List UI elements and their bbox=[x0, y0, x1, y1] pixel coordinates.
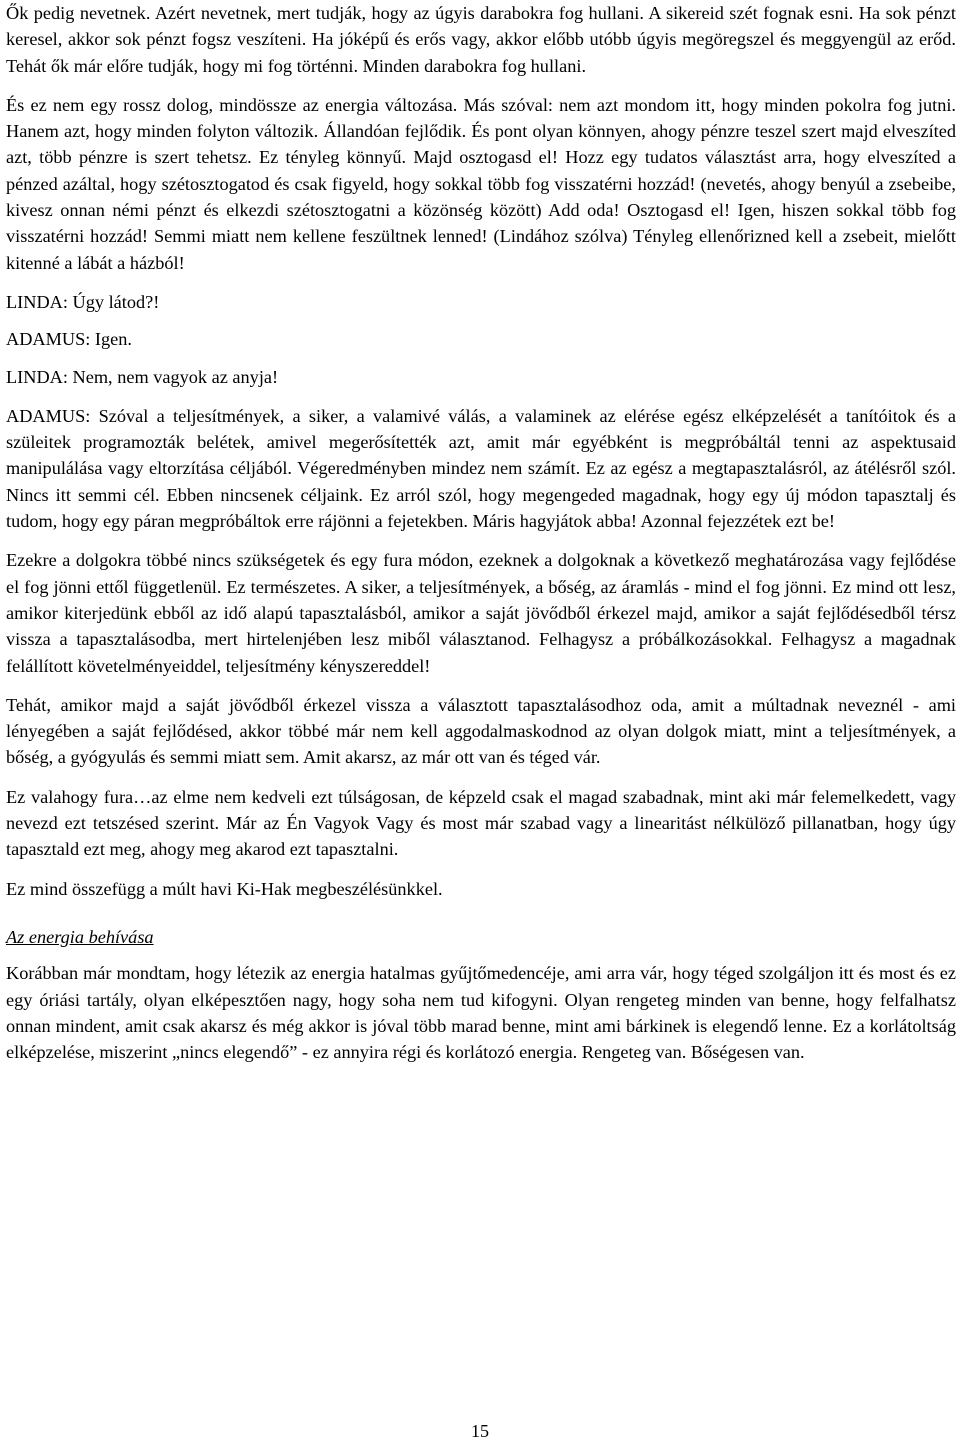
dialogue-linda-2 bbox=[6, 364, 956, 390]
dialogue-text: Úgy látod?! bbox=[67, 291, 160, 312]
speaker-label: LINDA: bbox=[6, 366, 68, 387]
document-page bbox=[6, 0, 956, 1078]
speaker-label: ADAMUS: bbox=[6, 329, 91, 350]
paragraph-7: Korábban már mondtam, hogy létezik az energia hatalmas gyűjtőmedencéje, ami arra vár, hogy téged szolgáljon itt és most és ez egy óriási tartály, olyan elképesztően nagy, hogy soha nem tud kifogyni. Olyan rengeteg minden van benne, hogy felfalhatsz onnan mindent, amit csak akarsz és még akkor is jóval több marad benne, mint ami bárkinek is elegendő lenne. Ez a korlátoltság elképzelése, miszerint „nincs elegendő” - ez annyira régi és korlátozó energia. Rengeteg van. Bőségesen van. bbox=[6, 963, 956, 1063]
speaker-label: ADAMUS: bbox=[6, 405, 91, 426]
dialogue-text: Nem, nem vagyok az anyja! bbox=[67, 366, 279, 387]
paragraph-2: És ez nem egy rossz dolog, mindössze az energia változása. Más szóval: nem azt mondom itt, hogy minden pokolra fog jutni. Hanem azt, hogy minden folyton változik. Állandóan fejlődik. És pont olyan könnyen, ahogy pénzre teszel szert majd elveszíted azt, több pénzre is szert tehetsz. Ez tényleg könnyű. Majd osztogasd el! Hozz egy tudatos választást arra, hogy elveszíted a pénzed azáltal, hogy szétosztogatod és csak figyeld, hogy sokkal több fog visszatérni hozzád! (nevetés, ahogy benyúl a zsebeibe, kivesz onnan némi pénzt és elkezdi szétosztogatni a közönség között) Add oda! Osztogasd el! Igen, hiszen sokkal több fog visszatérni hozzád! Semmi miatt nem kellene feszültnek lenned! (Lindához szólva) Tényleg ellenőrizned kell a zsebeit, mielőtt kitenné a lábát a házból! bbox=[6, 94, 956, 273]
speaker-label: LINDA: bbox=[6, 291, 68, 312]
dialogue-linda-1 bbox=[6, 289, 956, 315]
dialogue-adamus-1 bbox=[6, 326, 956, 352]
page-number: 15 bbox=[471, 1421, 489, 1441]
paragraph-3: Ezekre a dolgokra többé nincs szükségetek és egy fura módon, ezeknek a dolgoknak a következő meghatározása vagy fejlődése el fog jönni ettől függetlenül. Ez természetes. A siker, a teljesítmények, a bőség, az áramlás - mind el fog jönni. Ez mind ott lesz, amikor kiterjedünk ebből az idő alapú tapasztalásból, amikor a saját jövődből érkezel majd, amikor a saját fejlődésedből térsz vissza a tapasztalásodba, mert hirtelenjében lesz miből választanod. Felhagysz a próbálkozásokkal. Felhagysz a magadnak felállított követelményeiddel, teljesítmény kényszereddel! bbox=[6, 550, 956, 676]
dialogue-text: Igen. bbox=[90, 329, 132, 350]
dialogue-text: Szóval a teljesítmények, a siker, a valamivé válás, a valaminek az elérése egész elképzelését a tanítóitok és a szüleitek programozták belétek, amivel megerősítették azt, amit már egyébként is megpróbáltál tenni az aspektusaid manipulálása vagy eltorzítása céljából. Végeredményben mindez nem számít. Ez az egész a megtapasztalásról, az átélésről szól. Nincs itt semmi cél. Ebben nincsenek céljaink. Ez arról szól, hogy megengeded magadnak, hogy egy új módon tapasztalj és tudom, hogy egy páran megpróbáltok erre rájönni a fejetekben. Máris hagyjátok abba! Azonnal fejezzétek ezt be! bbox=[6, 405, 956, 532]
section-heading: Az energia behívása bbox=[6, 926, 154, 947]
paragraph-4: Tehát, amikor majd a saját jövődből érkezel vissza a választott tapasztalásodhoz oda, amit a múltadnak neveznél - ami lényegében a saját fejlődésed, akkor többé már nem kell aggodalmaskodnod az olyan dolgok miatt, mint a teljesítmények, a bőség, a gyógyulás és semmi miatt sem. Amit akarsz, az már ott van és téged vár. bbox=[6, 694, 956, 768]
dialogue-adamus-2 bbox=[6, 403, 956, 534]
paragraph-1: Ők pedig nevetnek. Azért nevetnek, mert tudják, hogy az úgyis darabokra fog hullani. A sikereid szét fognak esni. Ha sok pénzt keresel, akkor sok pénzt fogsz veszíteni. Ha jóképű és erős vagy, akkor előbb utóbb úgyis megöregszel és meggyengül az erőd. Tehát ők már előre tudják, hogy mi fog történni. Minden darabokra fog hullani. bbox=[6, 3, 956, 76]
paragraph-6: Ez mind összefügg a múlt havi Ki-Hak megbeszélésünkkel. bbox=[6, 878, 443, 899]
paragraph-5: Ez valahogy fura…az elme nem kedveli ezt túlságosan, de képzeld csak el magad szabadnak, mint aki már felemelkedett, vagy nevezd ezt tetszésed szerint. Már az Én Vagyok Vagy és most már szabad vagy a linearitást nélkülöző pillanatban, hogy úgy tapasztald ezt meg, ahogy meg akarod ezt tapasztalni. bbox=[6, 786, 956, 860]
